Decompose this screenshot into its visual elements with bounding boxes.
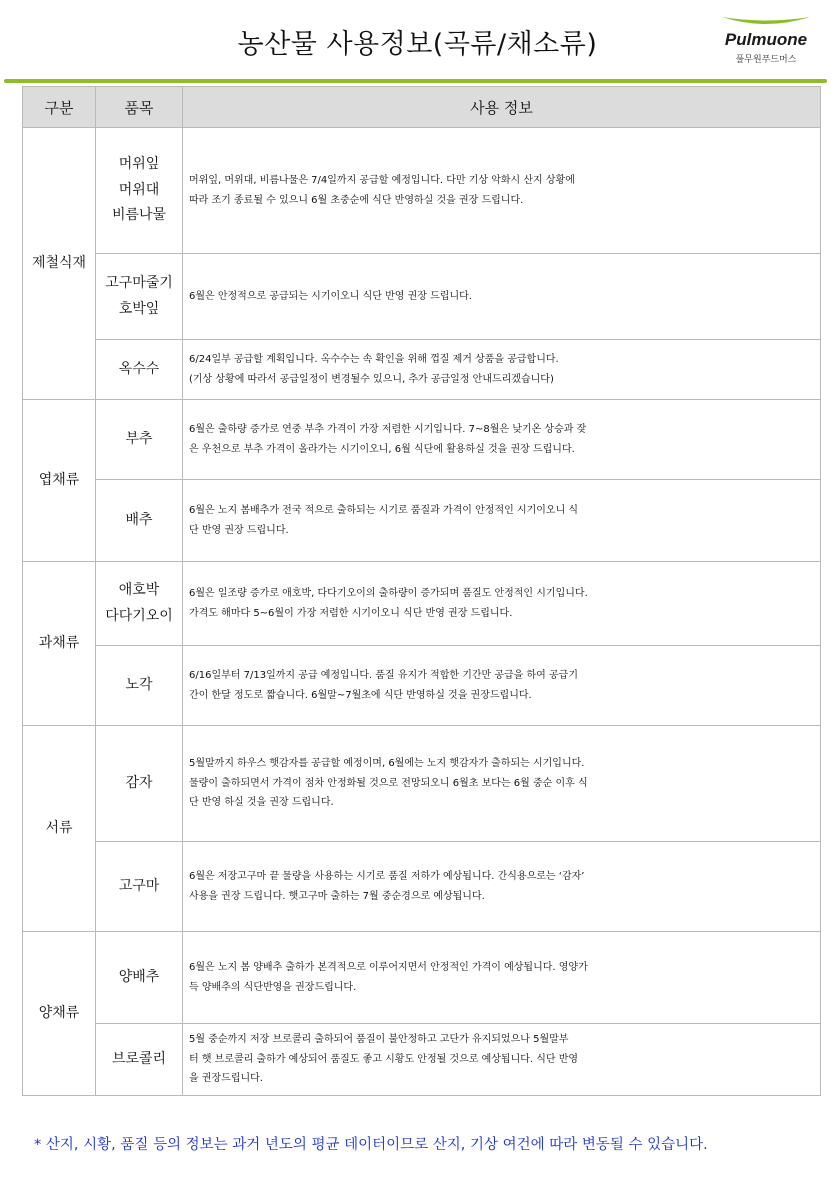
item-cell	[96, 726, 183, 842]
category-cell: 양채류	[23, 932, 96, 1096]
item-name: 양배추	[118, 968, 160, 985]
info-cell	[183, 480, 821, 562]
info-cell	[183, 726, 821, 842]
table-row	[23, 340, 821, 400]
table-row	[23, 842, 821, 932]
table-row	[23, 726, 821, 842]
item-cell	[96, 400, 183, 480]
item-name: 다다기오이	[105, 607, 173, 624]
produce-info-table	[22, 86, 821, 1096]
item-name: 감자	[125, 774, 153, 791]
item-cell	[96, 1024, 183, 1096]
item-name: 머위대	[118, 181, 160, 198]
logo-swoosh-icon	[720, 14, 812, 30]
info-line: 5월 중순까지 저장 브로콜리 출하되어 품질이 불안정하고 고단가 유지되었으나 5월말부	[189, 1034, 569, 1046]
item-name: 부추	[125, 430, 153, 447]
info-cell	[183, 400, 821, 480]
footnote: * 산지, 시황, 품질 등의 정보는 과거 년도의 평균 데이터이므로 산지, 기상 여건에 따라 변동될 수 있습니다.	[34, 1137, 708, 1153]
table-row	[23, 480, 821, 562]
company-logo	[711, 14, 821, 65]
item-cell	[96, 254, 183, 340]
info-line: 6월은 노지 봄 양배추 출하가 본격적으로 이루어지면서 안정적인 가격이 예상됩니다. 영양가	[189, 962, 588, 973]
info-line: 6월은 저장고구마 끝 물량을 사용하는 시기로 품질 저하가 예상됩니다. 간식용으로는 ‘감자’	[189, 871, 585, 882]
info-line: 머위잎, 머위대, 비름나물은 7/4일까지 공급할 예정입니다. 다만 기상 악화시 산지 상황에	[189, 175, 575, 186]
header-info: 사용 정보	[183, 87, 821, 128]
item-name: 노각	[125, 676, 153, 693]
info-cell	[183, 646, 821, 726]
info-line: 따라 조기 종료될 수 있으니 6월 초중순에 식단 반영하실 것을 권장 드립니다.	[189, 194, 524, 206]
info-cell	[183, 340, 821, 400]
info-line: 5월말까지 하우스 햇감자를 공급할 예정이며, 6월에는 노지 햇감자가 출하되는 시기입니다.	[189, 758, 585, 770]
item-name: 비름나물	[111, 207, 167, 224]
table-header-row	[23, 87, 821, 128]
page-title: 농산물 사용정보(곡류/채소류)	[237, 29, 598, 60]
header-divider	[4, 79, 827, 83]
item-name: 머위잎	[118, 155, 160, 172]
category-cell: 엽채류	[23, 400, 96, 562]
table-row	[23, 254, 821, 340]
item-name: 고구마	[118, 877, 160, 894]
item-cell	[96, 842, 183, 932]
item-cell	[96, 646, 183, 726]
info-line: 간이 한달 정도로 짧습니다. 6월말~7월초에 식단 반영하실 것을 권장드립니다.	[189, 689, 532, 701]
info-line: 터 햇 브로콜리 출하가 예상되어 품질도 좋고 시황도 안정될 것으로 예상됩니다. 식단 반영	[189, 1053, 579, 1065]
info-cell	[183, 128, 821, 254]
item-cell	[96, 932, 183, 1024]
table-row	[23, 128, 821, 254]
category-cell: 서류	[23, 726, 96, 932]
info-line: 6월은 일조량 증가로 애호박, 다다기오이의 출하량이 증가되며 품질도 안정적인 시기입니다.	[189, 588, 588, 599]
item-name: 애호박	[118, 581, 160, 598]
info-cell	[183, 932, 821, 1024]
item-name: 호박잎	[118, 300, 160, 317]
logo-name: Pulmuone	[724, 30, 808, 49]
info-cell	[183, 1024, 821, 1096]
info-line: 을 권장드립니다.	[189, 1073, 263, 1085]
table-row	[23, 562, 821, 646]
category-cell: 제철식재	[23, 128, 96, 400]
item-cell	[96, 128, 183, 254]
info-line: 은 우천으로 부추 가격이 올라가는 시기이오니, 6월 식단에 활용하실 것을 권장 드립니다.	[189, 443, 575, 455]
category-cell: 과채류	[23, 562, 96, 726]
logo-subtitle: 풀무원푸드머스	[735, 55, 797, 65]
item-name: 배추	[125, 511, 153, 528]
header-category: 구분	[23, 87, 96, 128]
info-line: 6월은 노지 봄배추가 전국 적으로 출하되는 시기로 품질과 가격이 안정적인 시기이오니 식	[189, 505, 579, 516]
info-line: 가격도 해마다 5~6월이 가장 저렴한 시기이오니 식단 반영 권장 드립니다.	[189, 607, 513, 619]
info-line: 단 반영 권장 드립니다.	[189, 524, 289, 536]
info-line: 6월은 출하량 증가로 연중 부추 가격이 가장 저렴한 시기입니다. 7~8월은 낮기온 상승과 잦	[189, 424, 587, 435]
item-cell	[96, 480, 183, 562]
table-row	[23, 1024, 821, 1096]
item-name: 고구마줄기	[105, 274, 173, 291]
item-name: 브로콜리	[111, 1050, 167, 1067]
item-cell	[96, 562, 183, 646]
info-line: (기상 상황에 따라서 공급일정이 변경될수 있으니, 추가 공급일정 안내드리겠습니다)	[189, 373, 554, 385]
info-line: 득 양배추의 식단반영을 권장드립니다.	[189, 981, 357, 993]
info-line: 물량이 출하되면서 가격이 점차 안정화될 것으로 전망되오니 6월초 보다는 6월 중순 이후 식	[189, 777, 588, 789]
info-line: 6월은 안정적으로 공급되는 시기이오니 식단 반영 권장 드립니다.	[189, 290, 472, 302]
info-line: 사용을 권장 드립니다. 햇고구마 출하는 7월 중순경으로 예상됩니다.	[189, 890, 485, 902]
info-line: 6/24일부 공급할 계획입니다. 옥수수는 속 확인을 위해 껍질 제거 상품을 공급합니다.	[189, 354, 559, 365]
table-body	[23, 128, 821, 1096]
table-row	[23, 400, 821, 480]
info-line: 6/16일부터 7/13일까지 공급 예정입니다. 품질 유지가 적합한 기간만 공급을 하여 공급기	[189, 670, 578, 681]
info-cell	[183, 842, 821, 932]
info-cell	[183, 254, 821, 340]
header-item: 품목	[96, 87, 183, 128]
info-cell	[183, 562, 821, 646]
table-row	[23, 932, 821, 1024]
table-row	[23, 646, 821, 726]
item-cell	[96, 340, 183, 400]
info-line: 단 반영 하실 것을 권장 드립니다.	[189, 797, 334, 809]
item-name: 옥수수	[118, 360, 160, 377]
